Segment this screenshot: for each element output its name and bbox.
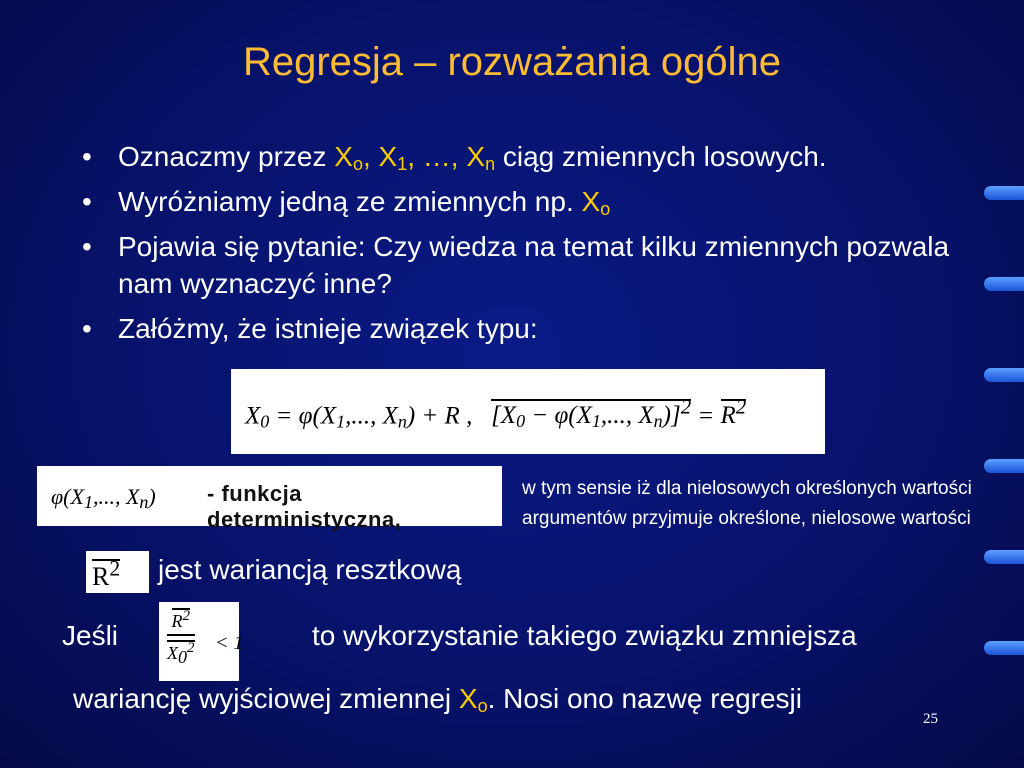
ratio-box [159, 602, 244, 681]
decorative-tab [984, 459, 1024, 473]
decorative-tab [984, 641, 1024, 655]
phi-formula: $\varphi(X_1$,..., $X_n$) [51, 484, 156, 512]
phi-definition-box [37, 466, 502, 532]
bullet-text: Wyróżniamy jedną ze zmiennych np. [118, 186, 582, 217]
decorative-tab [984, 277, 1024, 291]
decorative-tab [984, 186, 1024, 200]
bullet-text: Oznaczmy przez [118, 141, 335, 172]
variable-x0: $X_o$ [581, 186, 611, 219]
condition-suffix: to wykorzystanie takiego związku zmniejsza [312, 620, 857, 651]
decorative-tab [984, 368, 1024, 382]
bullet-item: • Załóżmy, że istnieje związek typu: [82, 310, 1002, 347]
side-note: w tym sensie iż dla nielosowych określonych wartości argumentów przyjmuje określone, nielosowe wartości [522, 478, 972, 529]
regression-formula-box [231, 369, 825, 454]
variable-xn: $X_n$ [466, 141, 496, 174]
variable-x0: $X_o$ [334, 141, 363, 174]
r-squared-symbol: $R^2$ [92, 556, 121, 591]
slide-number: 25 [923, 711, 938, 727]
separator: , [362, 141, 379, 172]
separator: , …, [407, 141, 467, 172]
variable-x1: $X_1$ [378, 141, 408, 174]
decorative-tab [984, 550, 1024, 564]
ratio-fraction: $\frac{R^2}{X_0^2}$ [167, 608, 195, 667]
phi-description: - funkcja deterministyczna, [207, 481, 402, 532]
bullet-item: • Pojawia się pytanie: Czy wiedza na temat kilku zmiennych pozwala nam wyznaczyć inne? [82, 228, 1002, 302]
variable-x0: $X_o$ [458, 683, 488, 716]
slide-title: Regresja – rozważania ogólne [242, 40, 782, 84]
r-squared-box [86, 551, 149, 593]
less-than-one: < 1 [215, 632, 244, 654]
bullet-item [82, 138, 1002, 175]
bullet-list [82, 138, 1002, 355]
condition-prefix: Jeśli [62, 620, 119, 651]
regression-formula: $X_0 = \varphi(X_1$,..., $X_n) + R$ , [$X_0 - \varphi(X_1$,..., $X_n)]^2 = R^2$ [245, 395, 747, 432]
bullet-item [82, 183, 1002, 220]
conclusion-text: wariancję wyjściowej zmiennej $X_o$. Nosi ono nazwę regresji [73, 683, 802, 716]
variance-text: jest wariancją resztkową [158, 554, 462, 585]
bullet-text: ciąg zmiennych losowych. [495, 141, 827, 172]
